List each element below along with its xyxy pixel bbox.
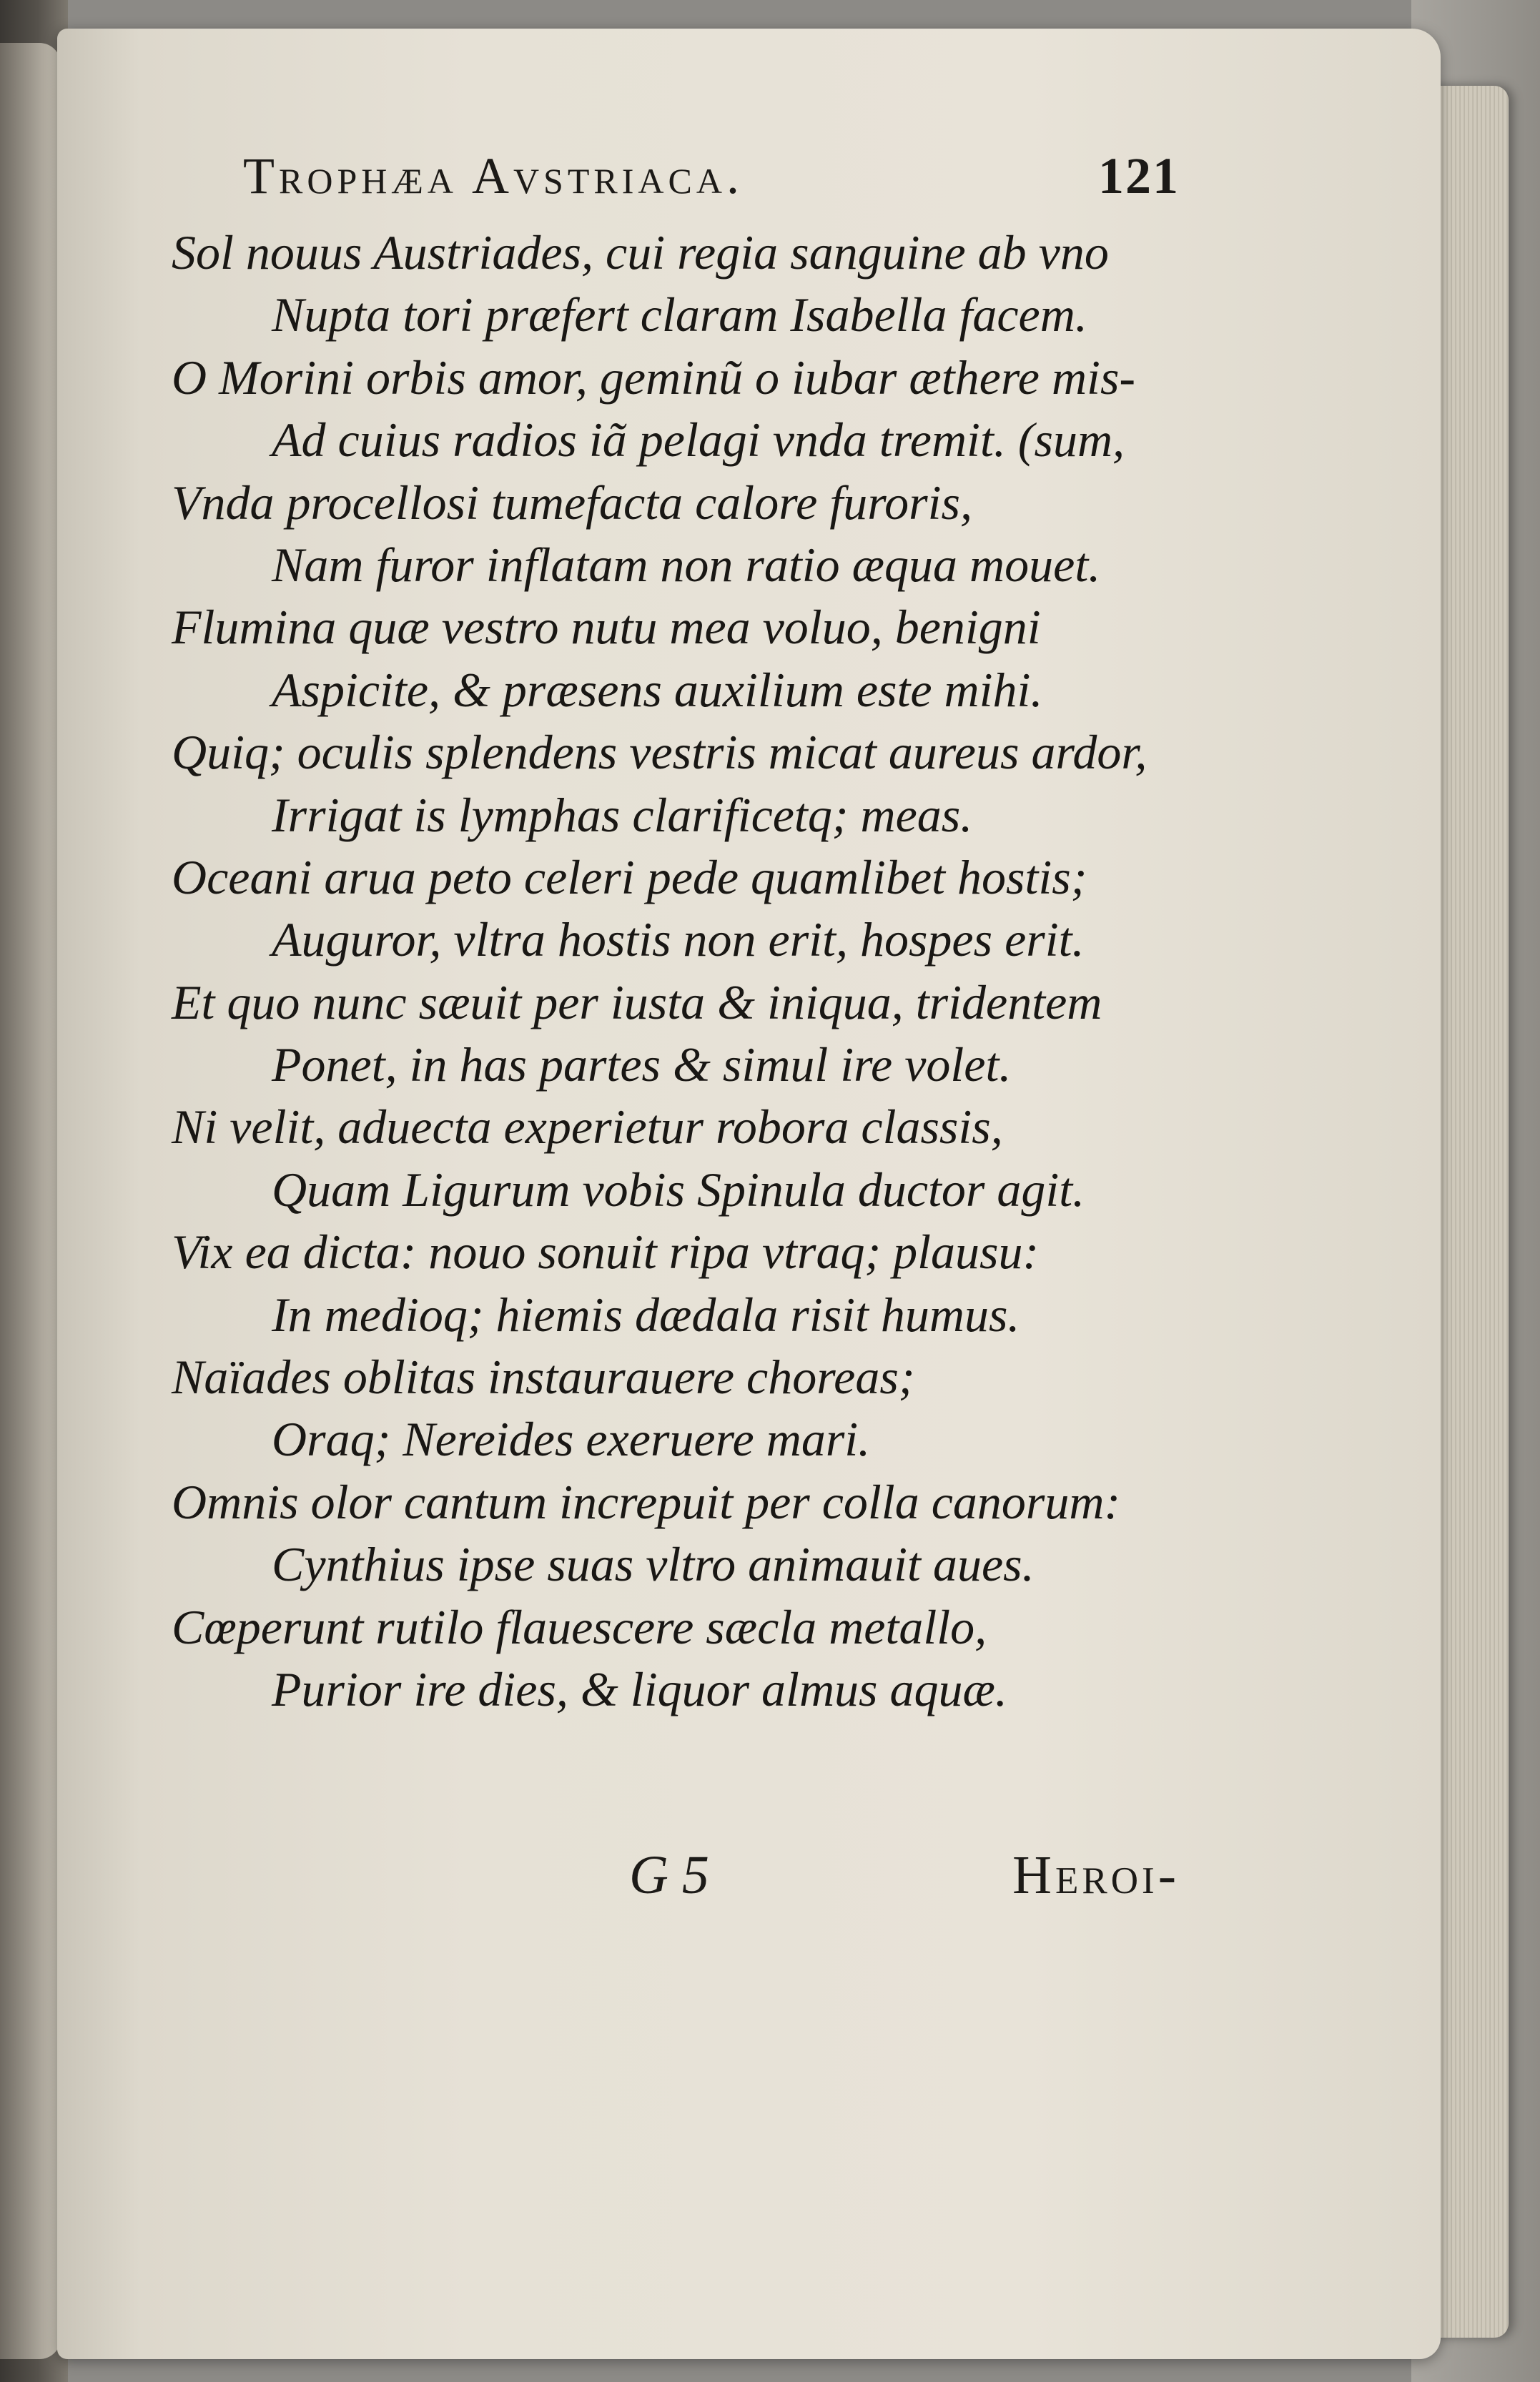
verse-line: Oraq; Nereides exeruere mari. — [272, 1412, 871, 1467]
verse-line: Naïades oblitas instaurauere choreas; — [172, 1350, 915, 1405]
verse-line: O Morini orbis amor, geminũ o iubar æthere mis- — [172, 350, 1136, 405]
verse-line: Purior ire dies, & liquor almus aquæ. — [272, 1661, 1007, 1716]
verse-line: Vix ea dicta: nouo sonuit ripa vtraq; plausu: — [172, 1225, 1040, 1280]
previous-leaf-edge — [0, 43, 61, 2359]
verse-line: Irrigat is lymphas clarificetq; meas. — [272, 787, 973, 842]
verse-line: Omnis olor cantum increpuit per colla canorum: — [172, 1474, 1121, 1529]
signature-mark: G 5 — [629, 1845, 709, 1905]
verse-line: Oceani arua peto celeri pede quamlibet hostis; — [172, 849, 1087, 904]
page-footer — [615, 1844, 1201, 1916]
verse-line: Quiq; oculis splendens vestris micat aureus ardor, — [172, 725, 1147, 780]
verse-line: Quam Ligurum vobis Spinula ductor agit. — [272, 1162, 1085, 1217]
running-head-title: Trophæa Avstriaca. — [243, 147, 744, 204]
verse-line: Vnda procellosi tumefacta calore furoris, — [172, 475, 972, 530]
catchword: Heroi- — [1012, 1845, 1180, 1905]
verse-line: Nam furor inflatam non ratio æqua mouet. — [272, 537, 1101, 592]
verse-line: Cœperunt rutilo flauescere sæcla metallo, — [172, 1599, 987, 1654]
verse-line: Cynthius ipse suas vltro animauit aues. — [272, 1537, 1035, 1592]
verse-line: Flumina quæ vestro nutu mea voluo, benigni — [172, 600, 1041, 655]
verse-line: Ponet, in has partes & simul ire volet. — [272, 1037, 1012, 1092]
page-number: 121 — [1098, 147, 1180, 204]
verse-line: In medioq; hiemis dædala risit humus. — [272, 1287, 1020, 1342]
verse-line: Auguror, vltra hostis non erit, hospes erit. — [272, 912, 1085, 967]
verse-line: Ad cuius radios iã pelagi vnda tremit. (sum, — [272, 412, 1125, 468]
verse-line: Nupta tori præfert claram Isabella facem. — [272, 287, 1087, 342]
running-head — [172, 147, 1201, 211]
verse-line: Et quo nunc sæuit per iusta & iniqua, tridentem — [172, 974, 1102, 1029]
verse-line: Sol nouus Austriades, cui regia sanguine ab vno — [172, 225, 1109, 280]
verse-line: Aspicite, & præsens auxilium este mihi. — [272, 662, 1043, 717]
verse-block — [172, 222, 1201, 1721]
verse-line: Ni velit, aduecta experietur robora classis, — [172, 1099, 1003, 1155]
